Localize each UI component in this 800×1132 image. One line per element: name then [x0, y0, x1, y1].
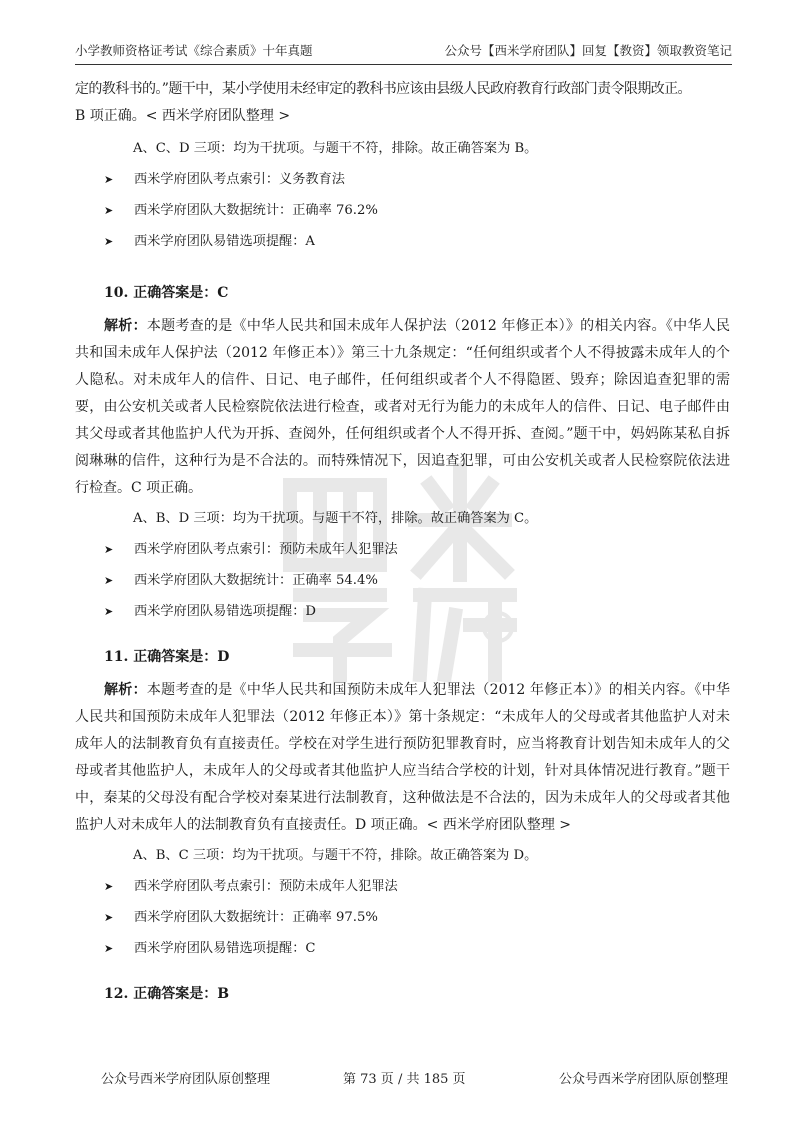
intro-line-1: 定的教科书的。”题干中，某小学使用未经审定的教科书应该由县级人民政府教育行政部门责令限期改正。	[75, 81, 691, 97]
list-item	[75, 933, 730, 964]
question-10-analysis	[75, 313, 730, 502]
arrow-bullet-icon: ➤	[104, 543, 114, 556]
question-12-answer: 12. 正确答案是：B	[104, 986, 230, 1002]
analysis-label: 解析：	[104, 682, 147, 698]
list-item	[75, 534, 730, 565]
header-title: 小学教师资格证考试《综合素质》十年真题	[75, 43, 313, 58]
bullet-text: 西米学府团队易错选项提醒：A	[134, 234, 315, 249]
bullet-text: 西米学府团队大数据统计：正确率 54.4%	[134, 573, 378, 588]
list-item	[75, 164, 730, 195]
question-10-answer: 10. 正确答案是：C	[104, 285, 229, 301]
footer-credit-left: 公众号西米学府团队原创整理	[101, 1072, 271, 1087]
arrow-bullet-icon: ➤	[104, 204, 114, 217]
analysis-body: 本题考查的是《中华人民共和国预防未成年人犯罪法（2012 年修正本）》的相关内容。《中华人民共和国预防未成年人犯罪法（2012 年修正本）》第十条规定：“未成年人的父母或者其他监护人对未成年人的法制教育负有直接责任。学校在对学生进行预防犯罪教育时，应当将教育计划告知未成年人的父母或者其他监护人，未成年人的父母或者其他监护人应当结合学校的计划，针对具体情况进行教育。”题干中，秦某的父母没有配合学校对秦某进行法制教育，这种做法是不合法的，因为未成年人的父母或者其他监护人对未成年人的法制教育负有直接责任。D 项正确。< 西米学府团队整理 >	[75, 682, 731, 833]
arrow-bullet-icon: ➤	[104, 574, 114, 587]
analysis-label: 解析：	[104, 318, 147, 334]
arrow-bullet-icon: ➤	[104, 605, 114, 618]
page-footer	[0, 1068, 800, 1090]
arrow-bullet-icon: ➤	[104, 173, 114, 186]
bullet-text: 西米学府团队易错选项提醒：D	[134, 604, 317, 619]
analysis-body: 本题考查的是《中华人民共和国未成年人保护法（2012 年修正本）》的相关内容。《中华人民共和国未成年人保护法（2012 年修正本）》第三十九条规定：“任何组织或者个人不得披露未成年人的个人隐私。对未成年人的信件、日记、电子邮件，任何组织或者个人不得隐匿、毁弃；除因追查犯罪的需要，由公安机关或者人民检察院依法进行检查，或者对无行为能力的未成年人的信件、日记、电子邮件由其父母或者其他监护人代为开拆、查阅外，任何组织或者个人不得开拆、查阅。”题干中，妈妈陈某私自拆阅琳琳的信件，这种行为是不合法的。而特殊情况下，因追查犯罪，可由公安机关或者人民检察院依法进行检查。C 项正确。	[75, 318, 731, 496]
question-11-analysis	[75, 677, 730, 839]
bullet-text: 西米学府团队大数据统计：正确率 76.2%	[134, 203, 378, 218]
arrow-bullet-icon: ➤	[104, 942, 114, 955]
arrow-bullet-icon: ➤	[104, 880, 114, 893]
intro-other-options: A、C、D 三项：均为干扰项。与题干不符，排除。故正确答案为 B。	[133, 141, 538, 156]
list-item	[75, 195, 730, 226]
list-item	[75, 565, 730, 596]
page-number: 第 73 页 / 共 185 页	[343, 1072, 466, 1087]
bullet-text: 西米学府团队大数据统计：正确率 97.5%	[134, 910, 378, 925]
question-11-other-options: A、B、C 三项：均为干扰项。与题干不符，排除。故正确答案为 D。	[133, 848, 538, 863]
bullet-text: 西米学府团队考点索引：义务教育法	[134, 172, 345, 187]
header-promo: 公众号【西米学府团队】回复【教资】领取教资笔记	[444, 43, 732, 58]
arrow-bullet-icon: ➤	[104, 911, 114, 924]
arrow-bullet-icon: ➤	[104, 235, 114, 248]
question-11-answer: 11. 正确答案是：D	[104, 649, 230, 665]
list-item	[75, 902, 730, 933]
list-item	[75, 596, 730, 627]
bullet-text: 西米学府团队易错选项提醒：C	[134, 941, 316, 956]
list-item	[75, 226, 730, 257]
footer-credit-right: 公众号西米学府团队原创整理	[558, 1072, 728, 1087]
intro-line-2: B 项正确。< 西米学府团队整理 >	[75, 108, 291, 124]
question-10-other-options: A、B、D 三项：均为干扰项。与题干不符，排除。故正确答案为 C。	[133, 511, 538, 526]
list-item	[75, 871, 730, 902]
main-content	[75, 76, 730, 1008]
bullet-text: 西米学府团队考点索引：预防未成年人犯罪法	[134, 879, 398, 894]
bullet-text: 西米学府团队考点索引：预防未成年人犯罪法	[134, 542, 398, 557]
page-header	[75, 40, 732, 65]
